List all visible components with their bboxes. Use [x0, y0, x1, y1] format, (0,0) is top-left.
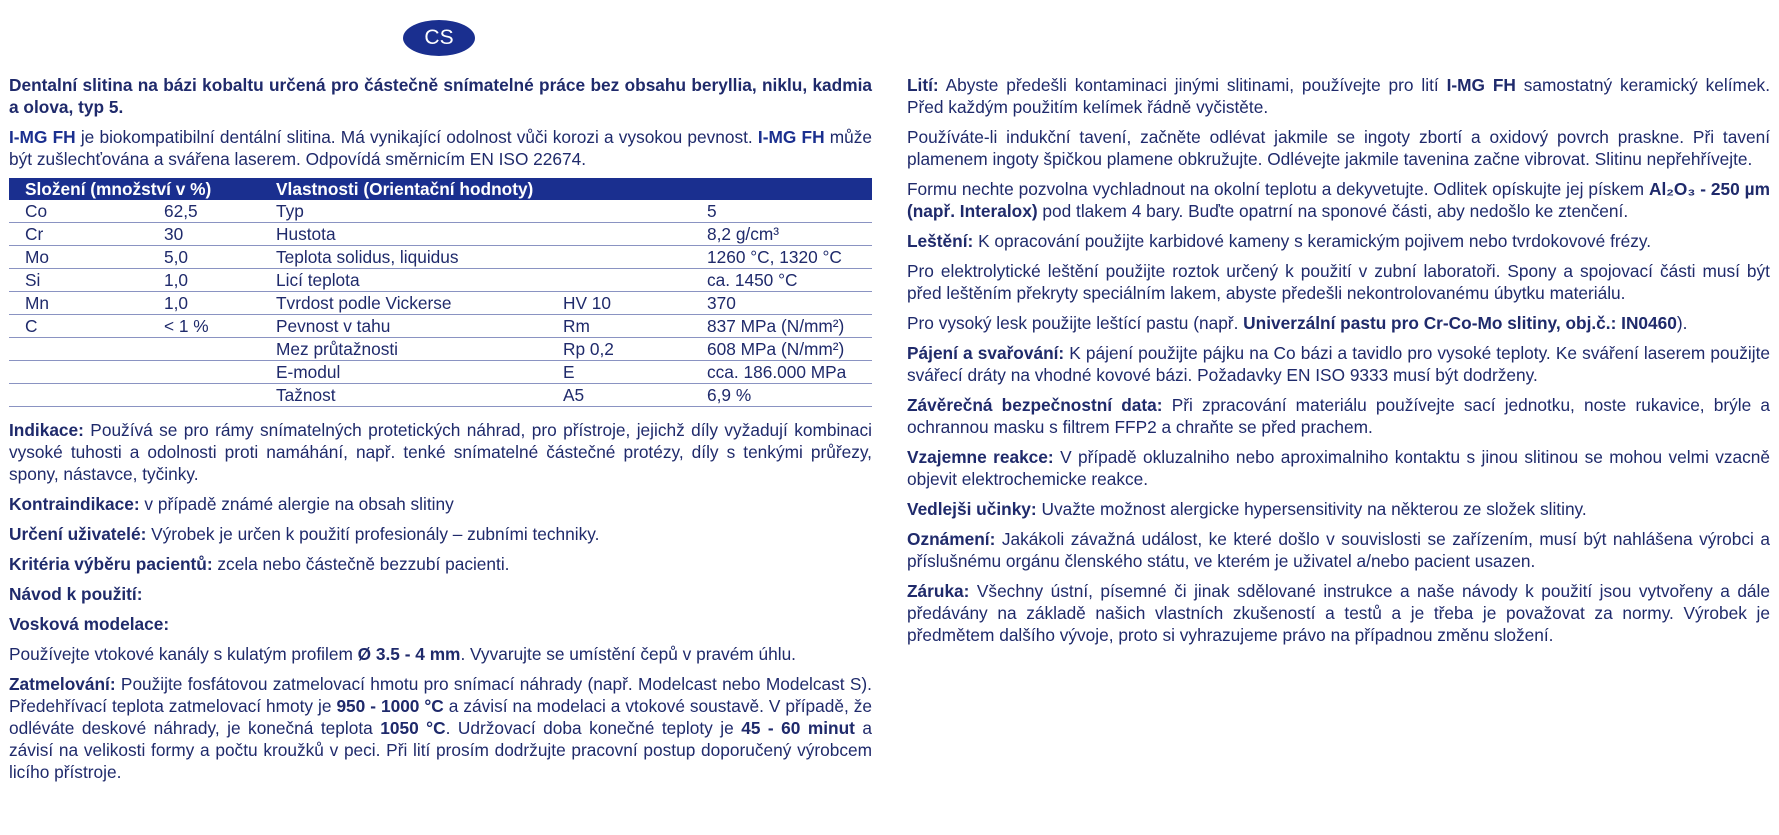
element-cell: Si — [9, 269, 148, 292]
element-cell — [9, 384, 148, 407]
table-row — [9, 246, 872, 269]
table-row — [9, 200, 872, 223]
value-cell: ca. 1450 °C — [691, 269, 872, 292]
indikace-paragraph: Indikace: Používá se pro rámy snímatelných protetických náhrad, pro přístroje, jejichž díly vyžadují kombinaci vysoké tuhosti a odolnosti proti namáhání, např. tenké snímatelné částečné protézy, díly s tenkými průřezy, spony, nástavce, tyčinky. — [9, 420, 872, 484]
amount-cell: 1,0 — [148, 292, 260, 315]
table-header-row — [9, 178, 872, 200]
property-cell: Teplota solidus, liquidus — [260, 246, 547, 269]
composition-header: Složení (množství v %) — [9, 178, 260, 200]
table-row — [9, 292, 872, 315]
language-badge: CS — [403, 20, 475, 56]
symbol-cell — [547, 223, 691, 246]
oznameni-paragraph: Oznámení: Jakákoli závažná událost, ke které došlo v souvislosti se zařízením, musí být nahlášena výrobci a příslušnému orgánu členského státu, ve kterém je uživatel a/nebo pacient usazen. — [907, 529, 1770, 571]
value-cell: 6,9 % — [691, 384, 872, 407]
table-row — [9, 315, 872, 338]
zatmelovani-paragraph: Zatmelování: Použijte fosfátovou zatmelovací hmotu pro snímací náhrady (např. Modelcast nebo Modelcast S). Předehřívací teplota zatmelovací hmoty je 950 - 1000 °C a závisí na modelaci a vtokové soustavě. V případě, že odléváte deskové náhrady, je konečná teplota 1050 °C. Udržovací doba konečné teploty je 45 - 60 minut a závisí na velikosti formy a počtu kroužků v peci. Při lití prosím dodržujte pracovní postup doporučený výrobcem licího přístroje. — [9, 674, 873, 782]
symbol-cell — [547, 246, 691, 269]
element-cell: C — [9, 315, 148, 338]
amount-cell: < 1 % — [148, 315, 260, 338]
property-cell: Tažnost — [260, 384, 547, 407]
table-row — [9, 269, 872, 292]
symbol-cell: E — [547, 361, 691, 384]
amount-cell: 5,0 — [148, 246, 260, 269]
element-cell — [9, 361, 148, 384]
value-cell: 608 MPa (N/mm²) — [691, 338, 872, 361]
vedlejsi-paragraph: Vedlejši učinky: Uvažte možnost alergicke hypersensitivity na některou ze složek slitiny. — [907, 499, 1587, 519]
urceni-paragraph: Určení uživatelé: Výrobek je určen k použití profesionály – zubními techniky. — [9, 524, 600, 544]
indukcni-paragraph: Používáte-li indukční tavení, začněte odlévat jakmile se ingoty zbortí a oxidový povrch praskne. Při tavení plamenem ingoty špičkou plamene obkružujte. Odlévejte jakmile tavenina začne vibrovat. Slitinu nepřehřívejte. — [907, 127, 1770, 169]
property-cell: Typ — [260, 200, 547, 223]
value-cell: cca. 186.000 MPa — [691, 361, 872, 384]
table-row — [9, 361, 872, 384]
symbol-cell: A5 — [547, 384, 691, 407]
properties-header: Vlastnosti (Orientační hodnoty) — [260, 178, 872, 200]
symbol-cell — [547, 269, 691, 292]
amount-cell: 1,0 — [148, 269, 260, 292]
kontraindikace-paragraph: Kontraindikace: v případě známé alergie na obsah slitiny — [9, 494, 454, 514]
amount-cell — [148, 384, 260, 407]
vzajemne-paragraph: Vzajemne reakce: V případě okluzalniho nebo aproximalniho kontaktu s jinou slitinou se mohou velmi vzacně objevit elektrochemicke reakce. — [907, 447, 1771, 489]
element-cell: Mo — [9, 246, 148, 269]
forma-paragraph: Formu nechte pozvolna vychladnout na okolní teplotu a dekyvetujte. Odlitek opískujte jej pískem Al₂O₃ - 250 µm (např. Interalox) pod tlakem 4 bary. Buďte opatrní na sponové části, aby nedošlo ke ztenčení. — [907, 179, 1770, 221]
table-row — [9, 384, 872, 407]
element-cell: Co — [9, 200, 148, 223]
document-heading: Dentalní slitina na bázi kobaltu určená pro částečně snímatelné práce bez obsahu beryllia, niklu, kadmia a olova, typ 5. — [9, 75, 872, 117]
amount-cell: 62,5 — [148, 200, 260, 223]
zaruka-paragraph: Záruka: Všechny ústní, písemné či jinak sdělované instrukce a naše návody k použití jsou vytvořeny a dále předávány na základě našich vlastních zkušeností a testů a je třeba je považovat za normy. Výrobek je předmětem dalšího vývoje, proto si vyhrazujeme právo na případnou změnu složení. — [907, 581, 1770, 645]
value-cell: 1260 °C, 1320 °C — [691, 246, 872, 269]
vosk-paragraph: Používejte vtokové kanály s kulatým profilem Ø 3.5 - 4 mm. Vyvarujte se umístění čepů v pravém úhlu. — [9, 644, 796, 664]
table-row — [9, 223, 872, 246]
symbol-cell — [547, 200, 691, 223]
pajeni-paragraph: Pájení a svařování: K pájení použijte pájku na Co bázi a tavidlo pro vysoké teploty. Ke sváření laserem použijte svářecí dráty na vhodné kovové bázi. Požadavky EN ISO 9333 musí být dodrženy. — [907, 343, 1770, 385]
property-cell: Tvrdost podle Vickerse — [260, 292, 547, 315]
left-column — [9, 74, 872, 791]
value-cell: 5 — [691, 200, 872, 223]
liti-paragraph: Lití: Abyste předešli kontaminaci jinými slitinami, používejte pro lití I-MG FH samostatný keramický kelímek. Před každým použitím kelímek řádně vyčistěte. — [907, 75, 1770, 117]
amount-cell: 30 — [148, 223, 260, 246]
table-row — [9, 338, 872, 361]
elektrolyticke-paragraph: Pro elektrolytické leštění použijte roztok určený k použití v zubní laboratoři. Spony a spojovací části musí být před leštěním překryty speciálním lakem, abyste předešli nekontrolovanému úbytku materiálu. — [907, 261, 1770, 303]
value-cell: 837 MPa (N/mm²) — [691, 315, 872, 338]
amount-cell — [148, 338, 260, 361]
value-cell: 8,2 g/cm³ — [691, 223, 872, 246]
symbol-cell: Rm — [547, 315, 691, 338]
right-column — [907, 74, 1770, 654]
amount-cell — [148, 361, 260, 384]
property-cell: E-modul — [260, 361, 547, 384]
intro-paragraph: I-MG FH je biokompatibilní dentální slitina. Má vynikající odolnost vůči korozi a vysokou pevnost. I-MG FH může být zušlechťována a svářena laserem. Odpovídá směrnicím EN ISO 22674. — [9, 127, 872, 169]
symbol-cell: HV 10 — [547, 292, 691, 315]
property-cell: Pevnost v tahu — [260, 315, 547, 338]
property-cell: Mez průtažnosti — [260, 338, 547, 361]
value-cell: 370 — [691, 292, 872, 315]
lesteni-paragraph: Leštění: K opracování použijte karbidové kameny s keramickým pojivem nebo tvrdokovové frézy. — [907, 231, 1652, 251]
element-cell: Mn — [9, 292, 148, 315]
symbol-cell: Rp 0,2 — [547, 338, 691, 361]
element-cell — [9, 338, 148, 361]
zaverecna-paragraph: Závěrečná bezpečnostní data: Při zpracování materiálu používejte sací jednotku, noste rukavice, brýle a ochrannou masku s filtrem FFP2 a chraňte se před prachem. — [907, 395, 1770, 437]
vosk-heading: Vosková modelace: — [9, 614, 170, 634]
element-cell: Cr — [9, 223, 148, 246]
composition-properties-table — [9, 178, 872, 407]
property-cell: Licí teplota — [260, 269, 547, 292]
lesk-paragraph: Pro vysoký lesk použijte leštící pastu (např. Univerzální pastu pro Cr-Co-Mo slitiny, obj.č.: IN0460). — [907, 313, 1688, 333]
kriteria-paragraph: Kritéria výběru pacientů: zcela nebo částečně bezzubí pacienti. — [9, 554, 510, 574]
navod-heading: Návod k použití: — [9, 584, 143, 604]
property-cell: Hustota — [260, 223, 547, 246]
